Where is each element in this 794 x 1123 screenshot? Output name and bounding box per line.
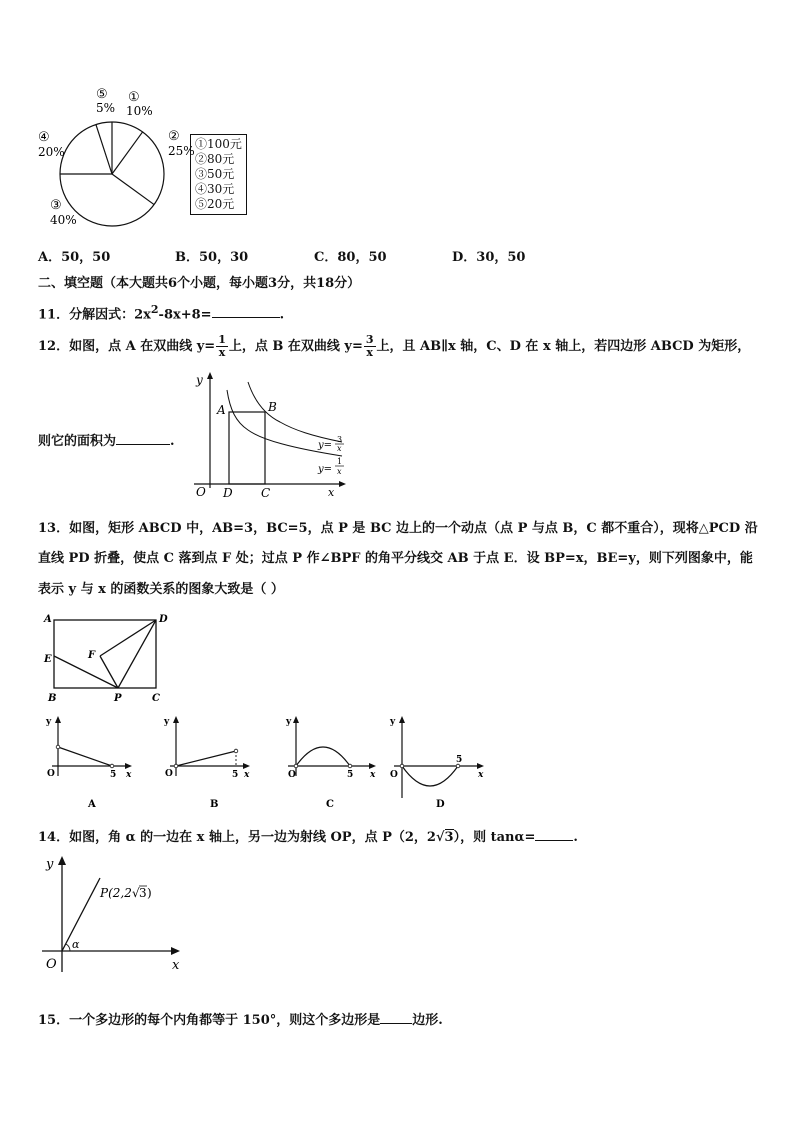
graph-label-x: x (244, 770, 250, 780)
answer-blank (380, 1009, 412, 1024)
sqrt-symbol: √ (435, 830, 445, 845)
label-x: x (172, 958, 180, 973)
graph-label-o: O (165, 769, 173, 779)
label-o: O (46, 957, 57, 972)
label-d: D (223, 486, 233, 500)
label-y: y (196, 373, 203, 387)
graph-label-y: y (164, 717, 170, 727)
graph-option-d (384, 714, 494, 814)
label-p-end: ) (147, 886, 152, 900)
graph-label-y: y (286, 717, 292, 727)
graph-curve (402, 766, 458, 786)
segment-pd (118, 620, 156, 688)
question-15: 15．一个多边形的每个内角都等于 150°，则这个多边形是 边形. (38, 1009, 443, 1031)
graph-label-5: 5 (232, 770, 239, 780)
curve-label-3-num: 3 (337, 435, 343, 444)
question-14: 14．如图，角 α 的一边在 x 轴上，另一边为射线 OP，点 P（2，2√3），则 tanα= . (38, 826, 578, 848)
option-d: D．30，50 (452, 250, 526, 265)
y-axis-arrow (58, 856, 66, 865)
graph-curve (176, 751, 236, 766)
option-a: A．50，50 (38, 250, 111, 265)
graph-label-x: x (126, 770, 132, 780)
graph-option-a (40, 714, 140, 814)
graph-label-o: O (288, 770, 296, 780)
label-b: B (48, 693, 57, 704)
graph-option-label: D (436, 799, 445, 810)
pie-slices (60, 122, 164, 226)
graph-curve (58, 747, 112, 766)
question-13-line3: 表示 y 与 x 的函数关系的图象大致是（ ） (38, 582, 284, 597)
label-p: P (114, 693, 122, 704)
label-a: A (217, 403, 226, 417)
option-b: B．50，30 (175, 250, 249, 265)
graph-option-label: C (326, 799, 334, 810)
graph-option-c (276, 714, 384, 814)
graph-label-o: O (390, 770, 398, 780)
q13-rectangle-figure (38, 610, 173, 705)
graph-option-b (158, 714, 258, 814)
label-x: x (328, 486, 335, 499)
label-f: F (88, 650, 96, 661)
graph-label-x: x (370, 770, 376, 780)
pie-label-1-marker: ① (128, 90, 140, 105)
graph-label-5: 5 (456, 755, 463, 765)
pie-legend-item: ①100元 (195, 137, 242, 151)
pie-label-5-percent: 5% (96, 101, 116, 115)
pie-label-2-marker: ② (168, 129, 180, 144)
question-13-line2: 直线 PD 折叠，使点 C 落到点 F 处；过点 P 作∠BPF 的角平分线交 AB 于点 E．设 BP=x，BE=y，则下列图象中，能 (38, 551, 753, 566)
graph-label-o: O (47, 769, 55, 779)
label-p-sqrt: 3 (139, 886, 147, 900)
question-11: 11．分解因式：$2x^2-8x+8=$ . (38, 303, 285, 323)
rectangle-abcd (229, 412, 265, 484)
x-axis-arrow (339, 481, 346, 487)
label-p-sqrt-sign: √ (132, 886, 140, 900)
graph-label-5: 5 (110, 770, 117, 780)
pie-legend-item: ⑤20元 (195, 197, 235, 211)
label-y: y (46, 857, 54, 872)
answer-blank (212, 303, 280, 318)
segment-fd (100, 620, 156, 656)
y-axis-arrow (207, 372, 213, 379)
pie-label-3-percent: 40% (50, 213, 77, 227)
pie-legend (190, 134, 247, 215)
x-axis-arrow (171, 947, 180, 955)
graph-label-5: 5 (347, 770, 354, 780)
pie-legend-item: ④30元 (195, 182, 235, 196)
section-heading: 二、填空题（本大题共6个小题，每小题3分，共18分） (38, 276, 361, 291)
answer-blank (535, 826, 573, 841)
label-c: C (152, 693, 160, 704)
question-12-line1: 12．如图，点 A 在双曲线 y= $\frac{1}{x}$ 上，点 B 在双曲线 y= $\frac{3}{x}$ 上，且 AB∥x 轴，C、D 在 x 轴上，若四边形 ABCD 为矩形， (38, 333, 751, 359)
label-p: P(2,2 (100, 886, 132, 900)
graph-label-y: y (390, 717, 396, 727)
label-e: E (44, 654, 52, 665)
label-c: C (261, 486, 271, 500)
curve-label-3-den: x (337, 444, 342, 453)
answer-blank (116, 430, 170, 445)
q12-hyperbola-figure (192, 370, 357, 500)
graph-option-label: B (210, 799, 219, 810)
pie-label-4-marker: ④ (38, 130, 50, 145)
graph-option-label: A (88, 799, 96, 810)
ray-op (62, 878, 100, 951)
label-o: O (196, 485, 206, 499)
angle-arc (66, 944, 70, 951)
pie-label-3-marker: ③ (50, 198, 62, 213)
q14-angle-figure (38, 852, 198, 977)
curve-label-1: y= (318, 464, 333, 475)
graph-label-x: x (478, 770, 484, 780)
fraction: $\frac{1}{x}$ (218, 333, 226, 359)
pie-label-1-percent: 10% (126, 104, 153, 118)
label-d: D (159, 614, 168, 625)
option-c: C．80，50 (314, 250, 387, 265)
pie-label-4-percent: 20% (38, 145, 65, 159)
pie-label-5-marker: ⑤ (96, 87, 108, 102)
pie-legend-item: ③50元 (195, 167, 235, 181)
graph-curve (296, 747, 350, 766)
curve-label-1-den: x (337, 467, 342, 476)
label-b: B (268, 400, 277, 414)
label-a: A (44, 614, 52, 625)
fraction: $\frac{3}{x}$ (365, 333, 374, 359)
question-13-line1: 13．如图，矩形 ABCD 中，AB=3，BC=5，点 P 是 BC 边上的一个动点（点 P 与点 B，C 都不重合），现将△PCD 沿 (38, 521, 758, 536)
curve-label-3: y= (318, 440, 333, 451)
curve-label-1-num: 1 (337, 457, 343, 466)
graph-label-y: y (46, 717, 52, 727)
question-12-line2: 则它的面积为 . (38, 430, 175, 452)
label-alpha: α (72, 938, 80, 951)
pie-label-2-percent: 25% (168, 144, 195, 158)
pie-legend-item: ②80元 (195, 152, 235, 166)
